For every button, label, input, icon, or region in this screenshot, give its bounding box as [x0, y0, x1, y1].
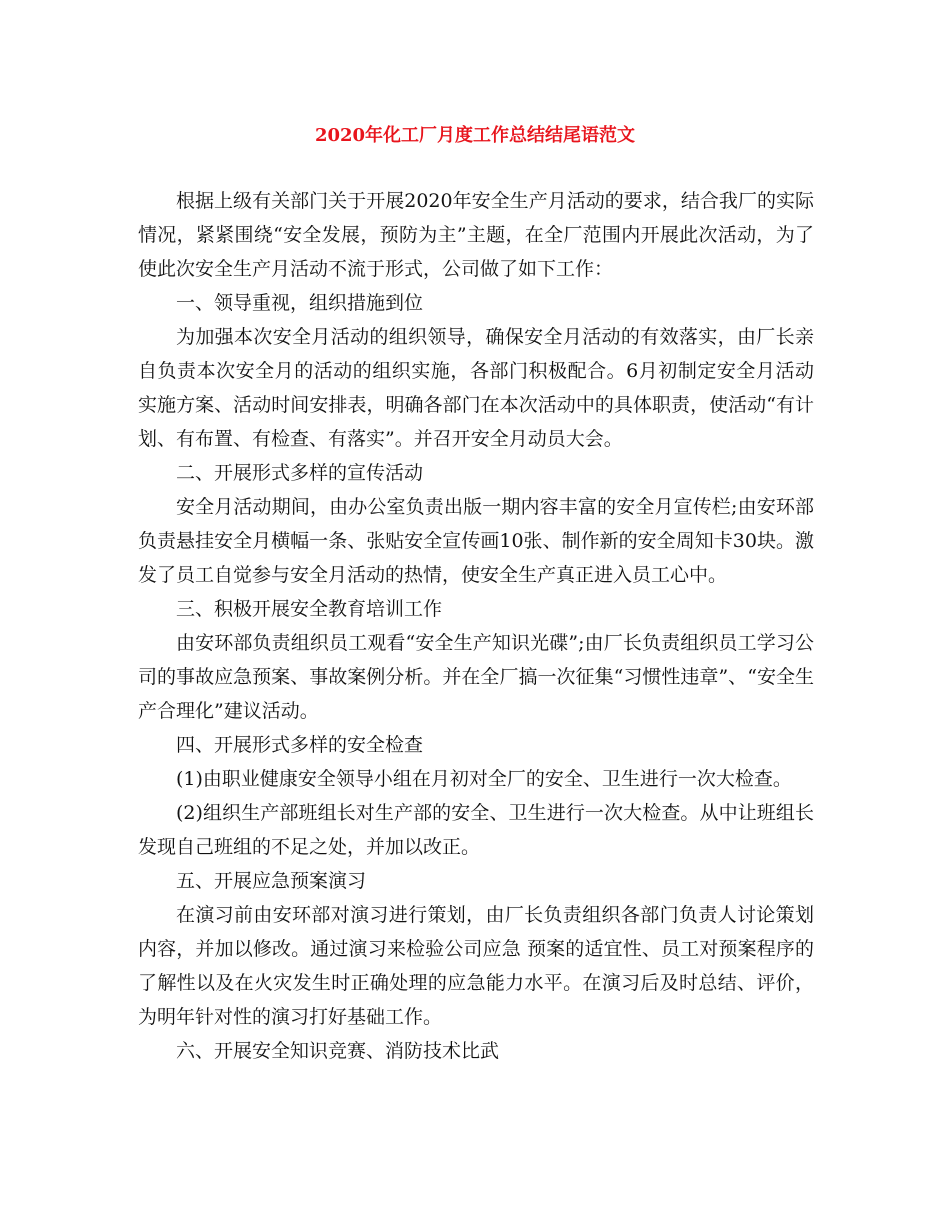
paragraph-section-4-item-1: (1)由职业健康安全领导小组在月初对全厂的安全、卫生进行一次大检查。: [176, 768, 792, 790]
heading-section-3: 三、积极开展安全教育培训工作: [176, 598, 443, 620]
paragraph-section-5: 在演习前由安环部对演习进行策划，由厂长负责组织各部门负责人讨论策划内容，并加以修改。通过演习来检验公司应急 预案的适宜性、员工对预案程序的了解性以及在火灾发生时正确处理的应急能力水平。在演习后及时总结、评价，为明年针对性的演习打好基础工作。: [138, 904, 814, 1028]
heading-section-1: 一、领导重视，组织措施到位: [176, 292, 424, 314]
document-body: [138, 184, 814, 1068]
paragraph-intro: 根据上级有关部门关于开展2020年安全生产月活动的要求，结合我厂的实际情况，紧紧围绕“安全发展，预防为主”主题，在全厂范围内开展此次活动，为了使此次安全生产月活动不流于形式，公司做了如下工作：: [138, 190, 814, 280]
paragraph-section-2: 安全月活动期间，由办公室负责出版一期内容丰富的安全月宣传栏;由安环部负责悬挂安全月横幅一条、张贴安全宣传画10张、制作新的安全周知卡30块。激发了员工自觉参与安全月活动的热情，使安全生产真正进入员工心中。: [138, 496, 814, 586]
document-title: 2020年化工厂月度工作总结结尾语范文: [314, 125, 636, 146]
heading-section-5: 五、开展应急预案演习: [176, 870, 367, 892]
paragraph-section-3: 由安环部负责组织员工观看“安全生产知识光碟”;由厂长负责组织员工学习公司的事故应急预案、事故案例分析。并在全厂搞一次征集“习惯性违章”、“安全生产合理化”建议活动。: [138, 632, 814, 722]
paragraph-section-4-item-2: (2)组织生产部班组长对生产部的安全、卫生进行一次大检查。从中让班组长发现自己班组的不足之处，并加以改正。: [138, 802, 814, 858]
heading-section-4: 四、开展形式多样的安全检查: [176, 734, 424, 756]
heading-section-6: 六、开展安全知识竞赛、消防技术比武: [176, 1040, 500, 1062]
heading-section-2: 二、开展形式多样的宣传活动: [176, 462, 424, 484]
paragraph-section-1: 为加强本次安全月活动的组织领导，确保安全月活动的有效落实，由厂长亲自负责本次安全月的活动的组织实施，各部门积极配合。6月初制定安全月活动实施方案、活动时间安排表，明确各部门在本次活动中的具体职责，使活动“有计划、有布置、有检查、有落实”。并召开安全月动员大会。: [138, 326, 814, 450]
